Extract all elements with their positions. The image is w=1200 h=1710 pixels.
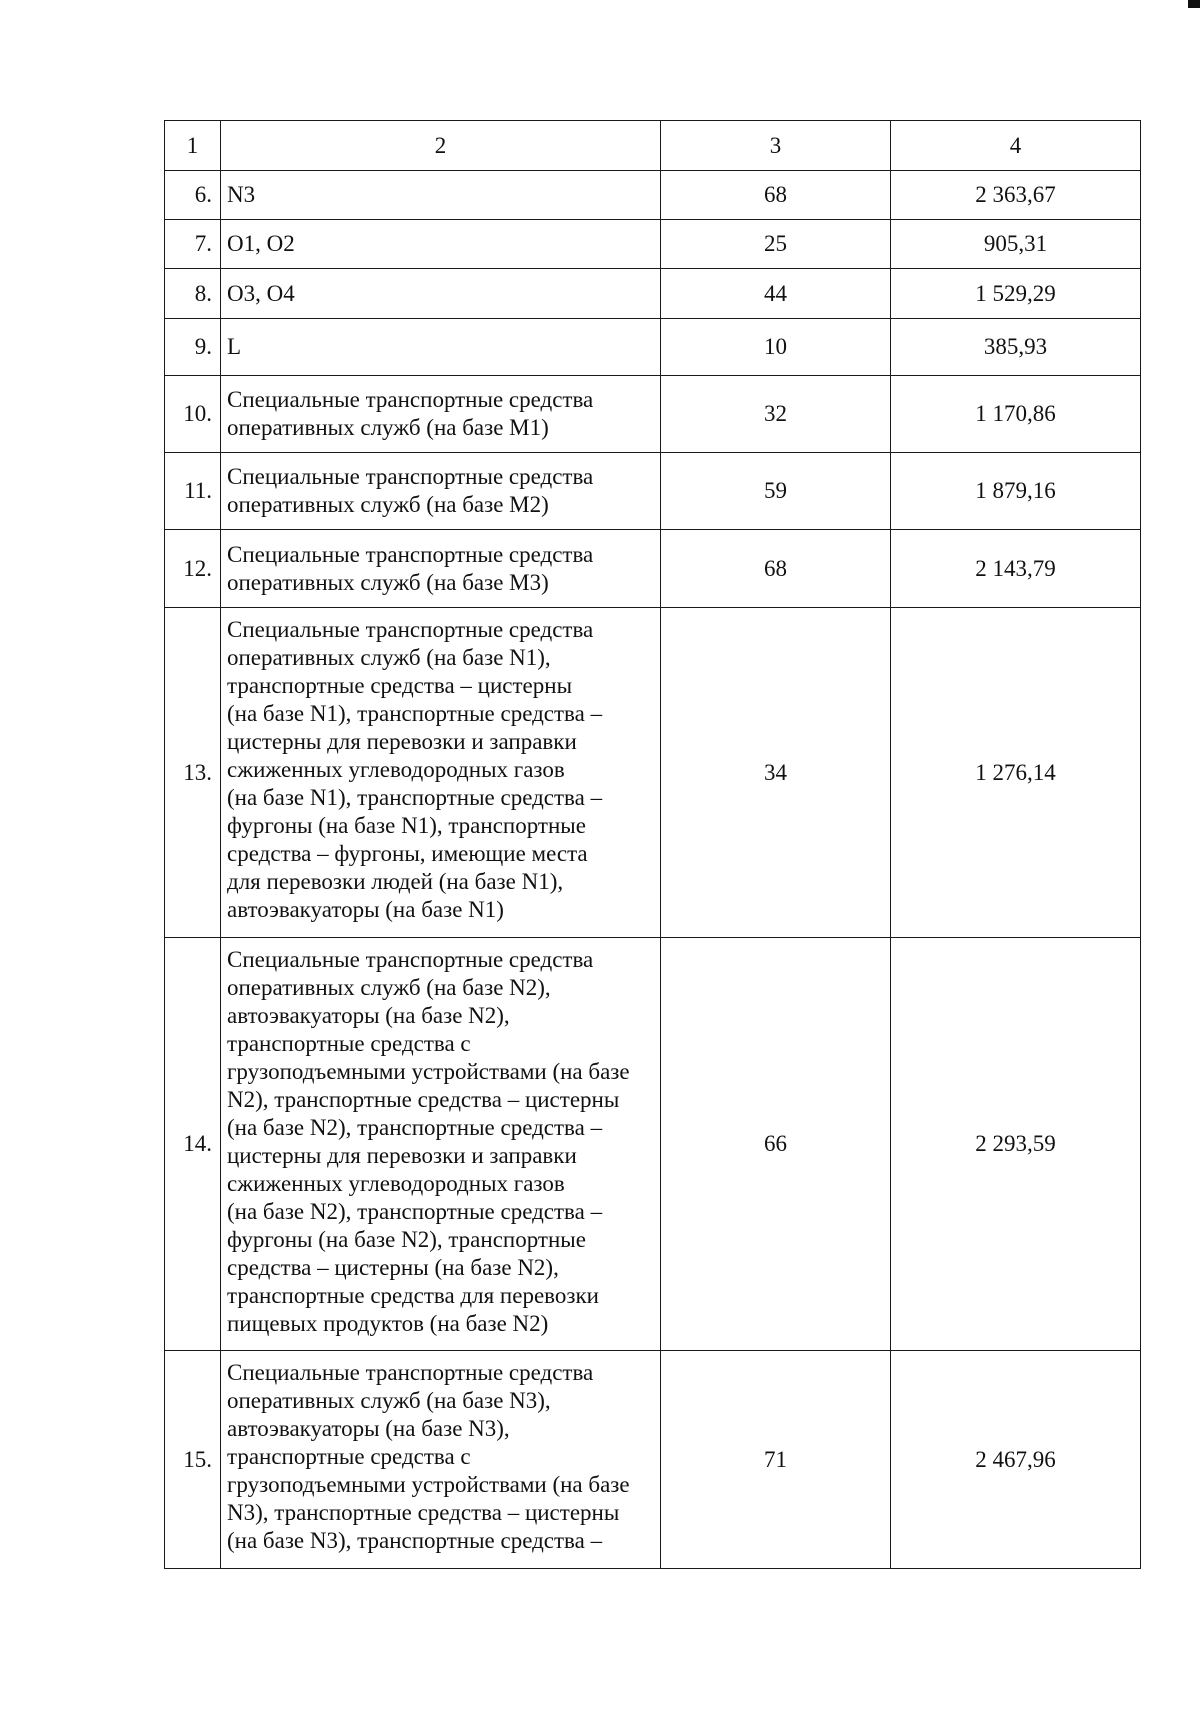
row-number: 14. — [165, 938, 221, 1351]
row-col3: 68 — [661, 530, 891, 608]
row-name-text: O3, O4 — [227, 280, 295, 306]
tariff-table — [164, 120, 1141, 1569]
table-header-row — [165, 121, 1141, 171]
row-number: 6. — [165, 171, 221, 220]
row-name — [221, 1351, 661, 1569]
row-number: 9. — [165, 319, 221, 376]
row-col3: 59 — [661, 453, 891, 530]
table-row — [165, 938, 1141, 1351]
row-name — [221, 171, 661, 220]
table-row — [165, 376, 1141, 453]
row-number: 11. — [165, 453, 221, 530]
table-row — [165, 530, 1141, 608]
row-number: 10. — [165, 376, 221, 453]
row-name — [221, 938, 661, 1351]
row-number: 7. — [165, 220, 221, 269]
row-name-text: L — [227, 334, 242, 359]
row-col4: 1 529,29 — [891, 269, 1141, 319]
row-col3: 34 — [661, 608, 891, 938]
row-col4: 2 363,67 — [891, 171, 1141, 220]
header-cell-3: 3 — [661, 121, 891, 171]
row-col3: 68 — [661, 171, 891, 220]
row-col3: 71 — [661, 1351, 891, 1569]
row-name-text: Специальные транспортные средства оперативных служб (на базе N2), автоэвакуаторы (на базе N2), транспортные средства с грузоподъемными устройствами (на базе N2), транспортные средства – цистерны (на базе N2), транспортные средства – цистерны для перевозки и заправки сжиженных углеводородных газов (на базе N2), транспортные средства – фургоны (на базе N2), транспортные средства – цистерны (на базе N2), транспортные средства для перевозки пищевых продуктов (на базе N2) — [227, 947, 630, 1336]
header-cell-4: 4 — [891, 121, 1141, 171]
table-row — [165, 319, 1141, 376]
row-col3: 66 — [661, 938, 891, 1351]
row-number: 8. — [165, 269, 221, 319]
row-col4: 1 276,14 — [891, 608, 1141, 938]
row-col3: 25 — [661, 220, 891, 269]
row-name-text: O1, O2 — [227, 231, 295, 256]
row-col4: 385,93 — [891, 319, 1141, 376]
row-col4: 1 879,16 — [891, 453, 1141, 530]
scan-corner-mark — [1188, 0, 1200, 8]
row-col3: 10 — [661, 319, 891, 376]
row-name-text: Специальные транспортные средства оперативных служб (на базе N3), автоэвакуаторы (на базе N3), транспортные средства с грузоподъемными устройствами (на базе N3), транспортные средства – цистерны (на базе N3), транспортные средства – — [227, 1360, 630, 1553]
row-number: 12. — [165, 530, 221, 608]
row-name — [221, 376, 661, 453]
row-name — [221, 220, 661, 269]
row-name — [221, 453, 661, 530]
header-cell-1: 1 — [165, 121, 221, 171]
table-row — [165, 220, 1141, 269]
row-col4: 2 467,96 — [891, 1351, 1141, 1569]
row-number: 13. — [165, 608, 221, 938]
row-number: 15. — [165, 1351, 221, 1569]
row-col4: 1 170,86 — [891, 376, 1141, 453]
row-name-text: Специальные транспортные средства оперативных служб (на базе M3) — [227, 541, 594, 595]
table-row — [165, 1351, 1141, 1569]
row-name — [221, 530, 661, 608]
row-name — [221, 319, 661, 376]
row-col4: 905,31 — [891, 220, 1141, 269]
row-name-text: Специальные транспортные средства оперативных служб (на базе M2) — [227, 464, 594, 517]
table-row — [165, 171, 1141, 220]
row-name-text: Специальные транспортные средства оперативных служб (на базе N1), транспортные средства – цистерны (на базе N1), транспортные средства – цистерны для перевозки и заправки сжиженных углеводородных газов (на базе N1), транспортные средства – фургоны (на базе N1), транспортные средства – фургоны, имеющие места для перевозки людей (на базе N1), автоэвакуаторы (на базе N1) — [227, 617, 603, 922]
row-name — [221, 608, 661, 938]
table-row — [165, 453, 1141, 530]
row-name-text: N3 — [227, 182, 256, 207]
row-col3: 32 — [661, 376, 891, 453]
row-col4: 2 143,79 — [891, 530, 1141, 608]
row-name — [221, 269, 661, 319]
row-name-text: Специальные транспортные средства оперативных служб (на базе M1) — [227, 387, 594, 440]
table-row — [165, 269, 1141, 319]
header-cell-2: 2 — [221, 121, 661, 171]
table-row — [165, 608, 1141, 938]
row-col4: 2 293,59 — [891, 938, 1141, 1351]
row-col3: 44 — [661, 269, 891, 319]
